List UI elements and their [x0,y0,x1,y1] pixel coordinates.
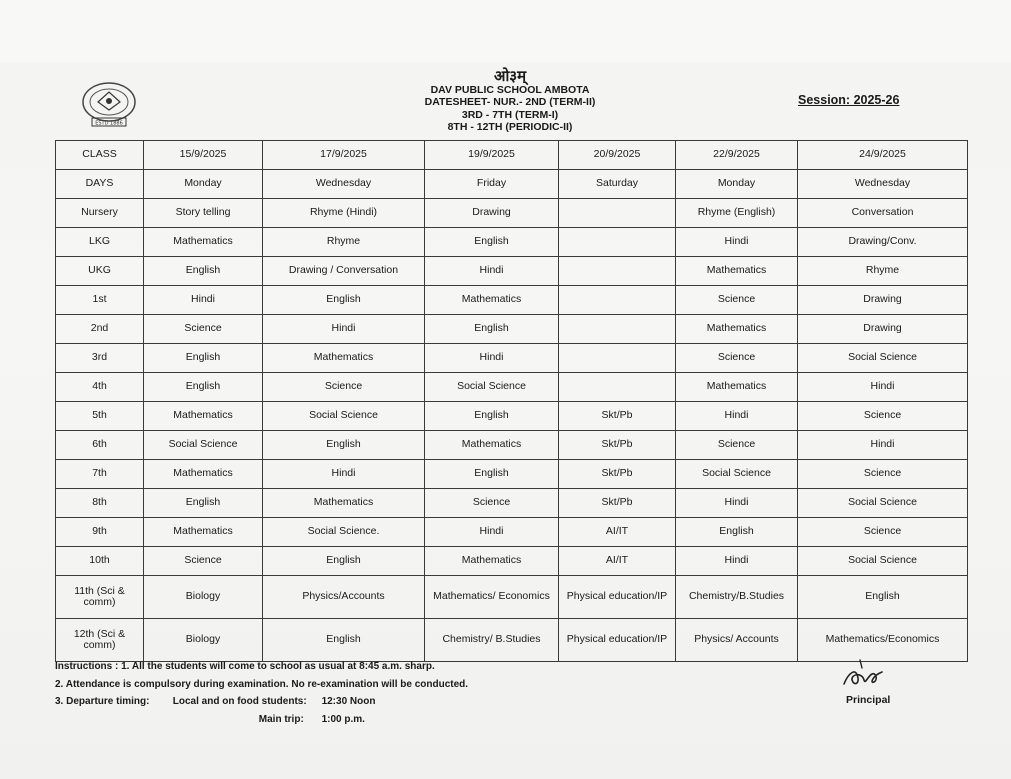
table-row [56,373,968,402]
cell-d3: English [425,315,559,344]
departure-label: 3. Departure timing: [55,696,150,707]
cell-d1: 15/9/2025 [144,141,263,170]
cell-d5: 22/9/2025 [676,141,798,170]
cell-d4 [559,228,676,257]
cell-d6: English [798,576,968,619]
datesheet-line-2: 3RD - 7TH (TERM-I) [461,108,559,121]
cell-d1: Science [144,315,263,344]
cell-d4 [559,344,676,373]
cell-d1: Hindi [144,286,263,315]
cell-d6: Social Science [798,489,968,518]
cell-d6: Mathematics/Economics [798,619,968,662]
cell-class: CLASS [56,141,144,170]
cell-d5: Mathematics [676,315,798,344]
top-paper-strip [0,0,1011,62]
cell-d1: Story telling [144,199,263,228]
cell-class: 8th [56,489,144,518]
cell-d2: Rhyme [263,228,425,257]
cell-class: UKG [56,257,144,286]
cell-d2: Mathematics [263,489,425,518]
cell-d1: English [144,257,263,286]
cell-class: 5th [56,402,144,431]
table-row [56,199,968,228]
cell-d6: Social Science [798,344,968,373]
instruction-1: Instructions : 1. All the students will come to school as usual at 8:45 a.m. sharp. [55,661,435,672]
table-row [56,431,968,460]
cell-class: 4th [56,373,144,402]
cell-d1: Social Science [144,431,263,460]
header-row [56,141,968,170]
cell-d5: Monday [676,170,798,199]
cell-d6: Science [798,518,968,547]
cell-d5: Mathematics [676,373,798,402]
cell-d3: Friday [425,170,559,199]
cell-d2: Social Science. [263,518,425,547]
cell-d5: Hindi [676,402,798,431]
cell-d4: Skt/Pb [559,431,676,460]
cell-d1: Mathematics [144,518,263,547]
cell-d4: Skt/Pb [559,402,676,431]
cell-class: 6th [56,431,144,460]
cell-d4 [559,257,676,286]
local-label: Local and on food students: [172,696,307,707]
instructions [55,658,468,728]
cell-class: 2nd [56,315,144,344]
session-label: Session: 2025-26 [798,93,900,107]
cell-d4: Physical education/IP [559,576,676,619]
cell-d3: Mathematics/ Economics [425,576,559,619]
cell-class: DAYS [56,170,144,199]
cell-d3: English [425,460,559,489]
school-logo-icon [78,80,140,130]
cell-d1: Biology [144,576,263,619]
cell-d2: Rhyme (Hindi) [263,199,425,228]
table-row [56,344,968,373]
cell-d2: English [263,286,425,315]
table-row [56,489,968,518]
cell-d6: Science [798,460,968,489]
datesheet-header [400,67,620,134]
cell-class: 10th [56,547,144,576]
cell-d5: Chemistry/B.Studies [676,576,798,619]
main-trip-time: 1:00 p.m. [321,713,365,725]
cell-d5: Hindi [676,228,798,257]
cell-class: LKG [56,228,144,257]
cell-d3: Mathematics [425,431,559,460]
cell-d2: Drawing / Conversation [263,257,425,286]
table-row [56,257,968,286]
table-row [56,619,968,662]
cell-class: 7th [56,460,144,489]
cell-d2: English [263,547,425,576]
datesheet-line-1: DATESHEET- NUR.- 2ND (TERM-II) [424,96,596,108]
cell-d5: English [676,518,798,547]
cell-d2: English [263,619,425,662]
cell-d3: Hindi [425,257,559,286]
om-symbol: ओ३म् [493,67,527,85]
cell-d3: Hindi [425,344,559,373]
datesheet-line-3: 8TH - 12TH (PERIODIC-II) [447,121,573,133]
cell-d3: English [425,402,559,431]
cell-d2: 17/9/2025 [263,141,425,170]
datesheet-table [55,140,968,662]
cell-d6: Conversation [798,199,968,228]
instruction-2: 2. Attendance is compulsory during examination. No re-examination will be conducted. [55,678,469,690]
table-row [56,460,968,489]
cell-d3: Social Science [425,373,559,402]
main-trip-label: Main trip: [258,713,304,725]
cell-d1: English [144,373,263,402]
cell-d2: English [263,431,425,460]
table-row [56,576,968,619]
cell-d5: Science [676,286,798,315]
table-row [56,286,968,315]
cell-d5: Hindi [676,547,798,576]
cell-d4: AI/IT [559,547,676,576]
cell-d3: Science [425,489,559,518]
cell-d5: Science [676,344,798,373]
local-time: 12:30 Noon [321,696,376,707]
cell-d5: Social Science [676,460,798,489]
cell-d1: Biology [144,619,263,662]
school-name: DAV PUBLIC SCHOOL AMBOTA [430,83,590,96]
cell-d2: Social Science [263,402,425,431]
cell-class: 9th [56,518,144,547]
table-row [56,402,968,431]
cell-d1: English [144,489,263,518]
cell-d2: Science [263,373,425,402]
cell-class: Nursery [56,199,144,228]
cell-d4 [559,373,676,402]
instruction-3 [55,693,468,711]
cell-class: 11th (Sci & comm) [56,576,144,619]
cell-d6: Rhyme [798,257,968,286]
table-row [56,228,968,257]
cell-d5: Mathematics [676,257,798,286]
cell-d6: Drawing [798,286,968,315]
principal-signature [838,654,888,690]
cell-d2: Wednesday [263,170,425,199]
instruction-4 [55,711,468,729]
cell-d3: English [425,228,559,257]
cell-d6: Science [798,402,968,431]
cell-d6: 24/9/2025 [798,141,968,170]
cell-d1: Mathematics [144,402,263,431]
cell-d4: 20/9/2025 [559,141,676,170]
cell-class: 12th (Sci & comm) [56,619,144,662]
cell-d3: 19/9/2025 [425,141,559,170]
cell-d2: Hindi [263,315,425,344]
cell-d3: Mathematics [425,547,559,576]
cell-d1: English [144,344,263,373]
cell-d4: Skt/Pb [559,460,676,489]
cell-d5: Physics/ Accounts [676,619,798,662]
cell-class: 3rd [56,344,144,373]
cell-d6: Drawing [798,315,968,344]
cell-d3: Hindi [425,518,559,547]
cell-d3: Drawing [425,199,559,228]
cell-d6: Hindi [798,373,968,402]
cell-d5: Science [676,431,798,460]
cell-d6: Wednesday [798,170,968,199]
cell-d4 [559,286,676,315]
cell-d1: Mathematics [144,460,263,489]
cell-d2: Hindi [263,460,425,489]
cell-d6: Hindi [798,431,968,460]
svg-text:ESTD 1886: ESTD 1886 [95,120,123,127]
table-row [56,315,968,344]
table-row [56,547,968,576]
table-row [56,518,968,547]
cell-d4: Physical education/IP [559,619,676,662]
days-row [56,170,968,199]
cell-d2: Mathematics [263,344,425,373]
cell-d3: Chemistry/ B.Studies [425,619,559,662]
cell-d4: Skt/Pb [559,489,676,518]
cell-d3: Mathematics [425,286,559,315]
cell-d4: AI/IT [559,518,676,547]
cell-d4: Saturday [559,170,676,199]
cell-d4 [559,199,676,228]
cell-d5: Hindi [676,489,798,518]
cell-d2: Physics/Accounts [263,576,425,619]
cell-d6: Drawing/Conv. [798,228,968,257]
cell-d5: Rhyme (English) [676,199,798,228]
cell-d1: Mathematics [144,228,263,257]
principal-label: Principal [846,694,891,706]
cell-d1: Science [144,547,263,576]
cell-d6: Social Science [798,547,968,576]
cell-d4 [559,315,676,344]
cell-class: 1st [56,286,144,315]
cell-d1: Monday [144,170,263,199]
